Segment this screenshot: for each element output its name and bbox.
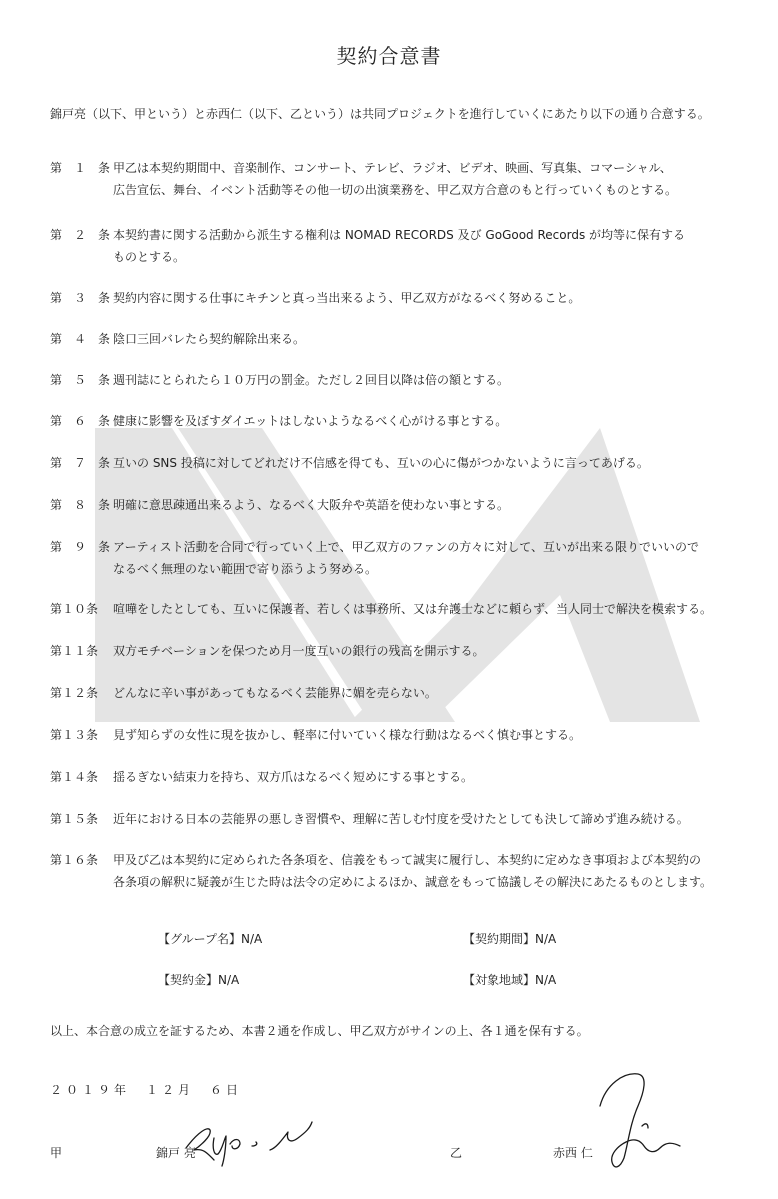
article-11 xyxy=(50,640,765,662)
article-text-line: なるべく無理のない範囲で寄り添うよう努める。 xyxy=(113,562,378,576)
article-text-line: 明確に意思疎通出来るよう、なるべく大阪弁や英語を使わない事とする。 xyxy=(113,498,510,512)
article-text xyxy=(113,640,765,662)
party-b-name: 赤西 仁 xyxy=(553,1146,593,1160)
field-target-region: 【対象地域】N/A xyxy=(463,973,557,987)
article-number: 第 ６ 条 xyxy=(50,414,111,428)
article-9 xyxy=(50,536,765,580)
party-b-signature xyxy=(588,1062,698,1174)
article-text-line: 契約内容に関する仕事にキチンと真っ当出来るよう、甲乙双方がなるべく努めること。 xyxy=(113,291,581,305)
article-6 xyxy=(50,410,765,432)
article-text xyxy=(113,808,765,830)
article-12 xyxy=(50,682,765,704)
field-contract-period: 【契約期間】N/A xyxy=(463,932,557,946)
article-number: 第 ５ 条 xyxy=(50,373,111,387)
article-text-line: 週刊誌にとられたら１０万円の罰金。ただし２回目以降は倍の額とする。 xyxy=(113,373,510,387)
article-number: 第 ４ 条 xyxy=(50,332,111,346)
article-15 xyxy=(50,808,765,830)
field-contract-fee: 【契約金】N/A xyxy=(158,973,240,987)
article-text xyxy=(113,224,765,268)
field-group-name: 【グループ名】N/A xyxy=(158,932,263,946)
article-2 xyxy=(50,224,765,268)
article-text-line: 喧嘩をしたとしても、互いに保護者、若しくは事務所、又は弁護士などに頼らず、当人同士で解決を模索する。 xyxy=(113,602,713,616)
article-text-line: 互いの SNS 投稿に対してどれだけ不信感を得ても、互いの心に傷がつかないように言ってあげる。 xyxy=(113,456,649,470)
article-text xyxy=(113,328,765,350)
article-text-line: 健康に影響を及ぼすダイエットはしないようなるべく心がける事とする。 xyxy=(113,414,508,428)
article-text-line: 双方モチベーションを保つため月一度互いの銀行の残高を開示する。 xyxy=(113,644,485,658)
article-13 xyxy=(50,724,765,746)
article-number: 第 ８ 条 xyxy=(50,498,111,512)
signing-date: ２０１９年 １２月 ６日 xyxy=(50,1083,243,1097)
intro-paragraph: 錦戸亮（以下、甲という）と赤西仁（以下、乙という）は共同プロジェクトを進行していくにあたり以下の通り合意する。 xyxy=(50,107,710,121)
article-number: 第１６条 xyxy=(50,853,99,867)
article-text xyxy=(113,598,765,620)
article-number: 第１５条 xyxy=(50,812,99,826)
article-text-line: アーティスト活動を合同で行っていく上で、甲乙双方のファンの方々に対して、互いが出来る限りでいいので xyxy=(113,540,699,554)
party-a-name: 錦戸 亮 xyxy=(156,1146,196,1160)
article-text xyxy=(113,369,765,391)
article-text xyxy=(113,536,765,580)
article-text-line: 広告宣伝、舞台、イベント活動等その他一切の出演業務を、甲乙双方合意のもと行っていくものとする。 xyxy=(113,183,678,197)
article-8 xyxy=(50,494,765,516)
article-text xyxy=(113,410,765,432)
article-text xyxy=(113,287,765,309)
document-title: 契約合意書 xyxy=(336,44,442,68)
party-b-label: 乙 xyxy=(450,1146,463,1160)
article-text xyxy=(113,849,765,893)
article-4 xyxy=(50,328,765,350)
article-text-line: 陰口三回バレたら契約解除出来る。 xyxy=(113,332,306,346)
article-number: 第１４条 xyxy=(50,770,99,784)
party-a-signature xyxy=(178,1110,318,1170)
article-number: 第 ９ 条 xyxy=(50,540,111,554)
closing-statement: 以上、本合意の成立を証するため、本書２通を作成し、甲乙双方がサインの上、各１通を保有する。 xyxy=(50,1024,589,1038)
article-7 xyxy=(50,452,765,474)
article-text-line: どんなに辛い事があってもなるべく芸能界に媚を売らない。 xyxy=(113,686,437,700)
article-text-line: 甲及び乙は本契約に定められた各条項を、信義をもって誠実に履行し、本契約に定めなき事項および本契約の xyxy=(113,853,702,867)
article-3 xyxy=(50,287,765,309)
article-number: 第１１条 xyxy=(50,644,99,658)
article-text-line: 甲乙は本契約期間中、音楽制作、コンサート、テレビ、ラジオ、ビデオ、映画、写真集、コマーシャル、 xyxy=(113,161,672,175)
article-text xyxy=(113,724,765,746)
article-number: 第 １ 条 xyxy=(50,161,111,175)
article-text-line: 各条項の解釈に疑義が生じた時は法令の定めによるほか、誠意をもって協議しその解決にあたるものとします。 xyxy=(113,875,713,889)
article-16 xyxy=(50,849,765,893)
article-text xyxy=(113,766,765,788)
article-5 xyxy=(50,369,765,391)
article-number: 第 ７ 条 xyxy=(50,456,111,470)
party-a-label: 甲 xyxy=(50,1146,63,1160)
article-text xyxy=(113,494,765,516)
article-text-line: 見ず知らずの女性に現を抜かし、軽率に付いていく様な行動はなるべく慎む事とする。 xyxy=(113,728,582,742)
article-text xyxy=(113,157,765,201)
article-text xyxy=(113,452,765,474)
article-number: 第１３条 xyxy=(50,728,99,742)
article-1 xyxy=(50,157,765,201)
article-10 xyxy=(50,598,765,620)
article-14 xyxy=(50,766,765,788)
article-text-line: 本契約書に関する活動から派生する権利は NOMAD RECORDS 及び GoGood Records が均等に保有する xyxy=(113,228,686,242)
article-text-line: ものとする。 xyxy=(113,250,186,264)
article-text-line: 近年における日本の芸能界の悪しき習慣や、理解に苦しむ忖度を受けたとしても決して諦めず進み続ける。 xyxy=(113,812,689,826)
article-number: 第１０条 xyxy=(50,602,99,616)
article-number: 第１２条 xyxy=(50,686,99,700)
article-text xyxy=(113,682,765,704)
article-text-line: 揺るぎない結束力を持ち、双方爪はなるべく短めにする事とする。 xyxy=(113,770,474,784)
article-number: 第 ２ 条 xyxy=(50,228,111,242)
article-number: 第 ３ 条 xyxy=(50,291,111,305)
